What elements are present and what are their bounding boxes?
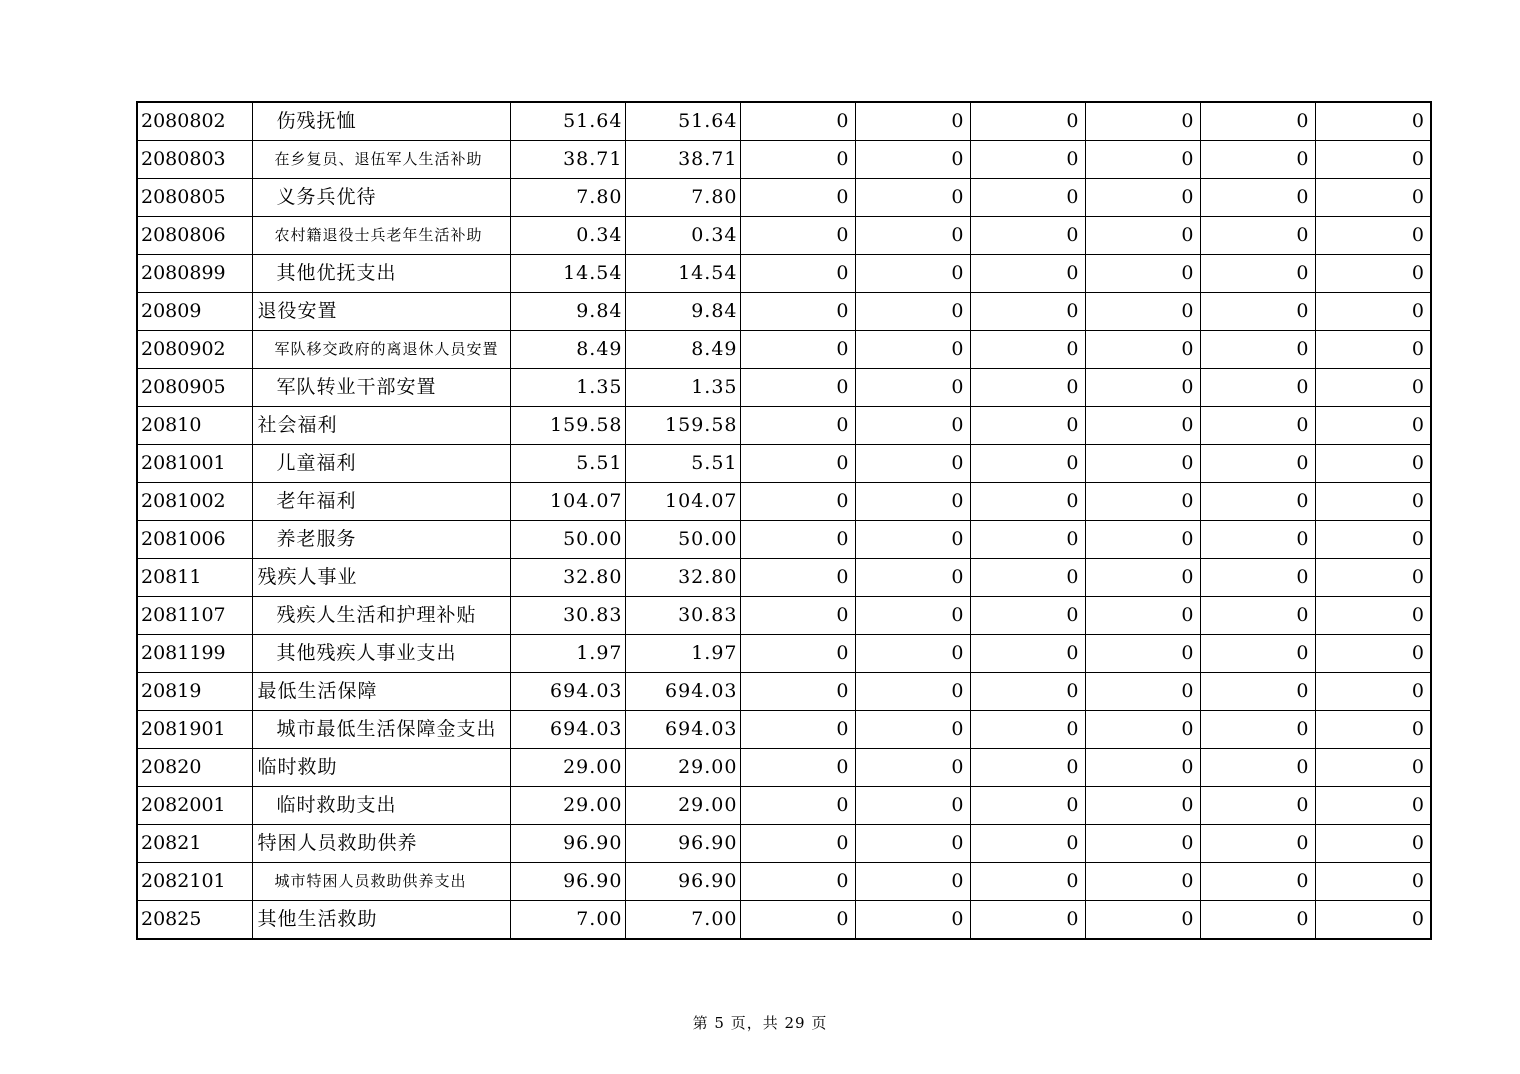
amount-zero-cell: 0 — [1200, 179, 1315, 217]
amount-general-budget-cell: 1.35 — [625, 369, 740, 407]
amount-total-cell: 0.34 — [510, 217, 625, 255]
amount-zero-cell: 0 — [1315, 711, 1431, 749]
amount-zero-cell: 0 — [1085, 521, 1200, 559]
amount-total-cell: 14.54 — [510, 255, 625, 293]
account-name-cell: 残疾人生活和护理补贴 — [252, 597, 510, 635]
amount-general-budget-cell: 14.54 — [625, 255, 740, 293]
table-row — [137, 141, 1431, 179]
table-row — [137, 673, 1431, 711]
amount-zero-cell: 0 — [855, 445, 970, 483]
amount-zero-cell: 0 — [740, 293, 855, 331]
amount-general-budget-cell: 1.97 — [625, 635, 740, 673]
table-row — [137, 293, 1431, 331]
amount-zero-cell: 0 — [1315, 141, 1431, 179]
table-row — [137, 711, 1431, 749]
amount-zero-cell: 0 — [855, 711, 970, 749]
amount-zero-cell: 0 — [1085, 635, 1200, 673]
account-code-cell: 2081006 — [137, 521, 252, 559]
amount-zero-cell: 0 — [740, 749, 855, 787]
amount-zero-cell: 0 — [1085, 179, 1200, 217]
amount-zero-cell: 0 — [1200, 635, 1315, 673]
amount-zero-cell: 0 — [1315, 673, 1431, 711]
amount-zero-cell: 0 — [1200, 445, 1315, 483]
account-code-cell: 2080902 — [137, 331, 252, 369]
account-code-cell: 20821 — [137, 825, 252, 863]
amount-zero-cell: 0 — [970, 483, 1085, 521]
table-row — [137, 445, 1431, 483]
account-name-cell: 军队移交政府的离退休人员安置 — [252, 331, 510, 369]
amount-zero-cell: 0 — [1200, 102, 1315, 141]
account-name-cell: 最低生活保障 — [252, 673, 510, 711]
table-row — [137, 179, 1431, 217]
table-row — [137, 255, 1431, 293]
amount-zero-cell: 0 — [855, 179, 970, 217]
amount-zero-cell: 0 — [1085, 369, 1200, 407]
amount-general-budget-cell: 694.03 — [625, 711, 740, 749]
account-name-cell: 社会福利 — [252, 407, 510, 445]
amount-zero-cell: 0 — [1085, 825, 1200, 863]
amount-zero-cell: 0 — [970, 749, 1085, 787]
amount-zero-cell: 0 — [1200, 863, 1315, 901]
amount-zero-cell: 0 — [855, 369, 970, 407]
account-name-cell: 残疾人事业 — [252, 559, 510, 597]
amount-zero-cell: 0 — [1315, 407, 1431, 445]
amount-total-cell: 29.00 — [510, 787, 625, 825]
amount-zero-cell: 0 — [855, 483, 970, 521]
amount-zero-cell: 0 — [1200, 673, 1315, 711]
amount-zero-cell: 0 — [1085, 673, 1200, 711]
amount-zero-cell: 0 — [1315, 635, 1431, 673]
amount-total-cell: 159.58 — [510, 407, 625, 445]
amount-general-budget-cell: 9.84 — [625, 293, 740, 331]
amount-zero-cell: 0 — [1315, 749, 1431, 787]
amount-general-budget-cell: 29.00 — [625, 787, 740, 825]
amount-zero-cell: 0 — [740, 825, 855, 863]
amount-general-budget-cell: 5.51 — [625, 445, 740, 483]
amount-zero-cell: 0 — [1085, 787, 1200, 825]
amount-general-budget-cell: 30.83 — [625, 597, 740, 635]
account-code-cell: 2080803 — [137, 141, 252, 179]
amount-total-cell: 694.03 — [510, 673, 625, 711]
amount-zero-cell: 0 — [740, 597, 855, 635]
amount-zero-cell: 0 — [970, 217, 1085, 255]
amount-zero-cell: 0 — [855, 102, 970, 141]
amount-zero-cell: 0 — [1315, 901, 1431, 940]
amount-zero-cell: 0 — [740, 369, 855, 407]
amount-zero-cell: 0 — [740, 445, 855, 483]
account-name-cell: 临时救助支出 — [252, 787, 510, 825]
amount-zero-cell: 0 — [740, 255, 855, 293]
amount-zero-cell: 0 — [1085, 141, 1200, 179]
amount-general-budget-cell: 8.49 — [625, 331, 740, 369]
amount-zero-cell: 0 — [970, 255, 1085, 293]
amount-zero-cell: 0 — [855, 787, 970, 825]
amount-zero-cell: 0 — [970, 863, 1085, 901]
amount-general-budget-cell: 96.90 — [625, 825, 740, 863]
account-name-cell: 临时救助 — [252, 749, 510, 787]
table-row — [137, 331, 1431, 369]
amount-zero-cell: 0 — [740, 331, 855, 369]
amount-zero-cell: 0 — [1085, 597, 1200, 635]
amount-zero-cell: 0 — [1200, 597, 1315, 635]
amount-zero-cell: 0 — [740, 217, 855, 255]
table-row — [137, 521, 1431, 559]
amount-zero-cell: 0 — [1200, 559, 1315, 597]
amount-zero-cell: 0 — [855, 559, 970, 597]
table-row — [137, 407, 1431, 445]
amount-zero-cell: 0 — [1315, 787, 1431, 825]
table-row — [137, 369, 1431, 407]
amount-zero-cell: 0 — [1085, 217, 1200, 255]
amount-general-budget-cell: 51.64 — [625, 102, 740, 141]
amount-zero-cell: 0 — [1315, 521, 1431, 559]
account-code-cell: 2080805 — [137, 179, 252, 217]
amount-zero-cell: 0 — [1200, 521, 1315, 559]
amount-total-cell: 38.71 — [510, 141, 625, 179]
account-code-cell: 2082101 — [137, 863, 252, 901]
amount-zero-cell: 0 — [1200, 901, 1315, 940]
amount-zero-cell: 0 — [970, 293, 1085, 331]
account-code-cell: 20811 — [137, 559, 252, 597]
page-number-footer: 第 5 页，共 29 页 — [692, 1014, 828, 1032]
amount-zero-cell: 0 — [1315, 825, 1431, 863]
amount-zero-cell: 0 — [855, 407, 970, 445]
amount-zero-cell: 0 — [1315, 559, 1431, 597]
account-code-cell: 2081107 — [137, 597, 252, 635]
amount-total-cell: 9.84 — [510, 293, 625, 331]
amount-zero-cell: 0 — [1085, 749, 1200, 787]
budget-table — [136, 101, 1432, 940]
amount-zero-cell: 0 — [855, 141, 970, 179]
amount-zero-cell: 0 — [740, 711, 855, 749]
amount-zero-cell: 0 — [1315, 331, 1431, 369]
amount-zero-cell: 0 — [970, 635, 1085, 673]
amount-zero-cell: 0 — [1315, 445, 1431, 483]
amount-zero-cell: 0 — [970, 521, 1085, 559]
account-name-cell: 在乡复员、退伍军人生活补助 — [252, 141, 510, 179]
amount-zero-cell: 0 — [740, 901, 855, 940]
account-name-cell: 其他优抚支出 — [252, 255, 510, 293]
table-row — [137, 787, 1431, 825]
account-name-cell: 军队转业干部安置 — [252, 369, 510, 407]
amount-general-budget-cell: 38.71 — [625, 141, 740, 179]
amount-zero-cell: 0 — [740, 141, 855, 179]
account-name-cell: 其他生活救助 — [252, 901, 510, 940]
amount-zero-cell: 0 — [970, 331, 1085, 369]
account-code-cell: 2080905 — [137, 369, 252, 407]
account-code-cell: 2082001 — [137, 787, 252, 825]
amount-zero-cell: 0 — [970, 102, 1085, 141]
account-code-cell: 20810 — [137, 407, 252, 445]
amount-zero-cell: 0 — [855, 293, 970, 331]
amount-zero-cell: 0 — [1315, 369, 1431, 407]
amount-zero-cell: 0 — [740, 559, 855, 597]
amount-zero-cell: 0 — [970, 787, 1085, 825]
amount-zero-cell: 0 — [1315, 255, 1431, 293]
amount-zero-cell: 0 — [1200, 331, 1315, 369]
amount-zero-cell: 0 — [1085, 863, 1200, 901]
amount-zero-cell: 0 — [740, 521, 855, 559]
account-name-cell: 其他残疾人事业支出 — [252, 635, 510, 673]
amount-zero-cell: 0 — [1315, 217, 1431, 255]
account-code-cell: 2080899 — [137, 255, 252, 293]
amount-zero-cell: 0 — [1315, 102, 1431, 141]
account-name-cell: 养老服务 — [252, 521, 510, 559]
amount-zero-cell: 0 — [855, 749, 970, 787]
amount-zero-cell: 0 — [970, 407, 1085, 445]
account-code-cell: 20825 — [137, 901, 252, 940]
amount-zero-cell: 0 — [855, 331, 970, 369]
amount-zero-cell: 0 — [1085, 901, 1200, 940]
amount-total-cell: 104.07 — [510, 483, 625, 521]
account-code-cell: 2081901 — [137, 711, 252, 749]
amount-total-cell: 7.00 — [510, 901, 625, 940]
amount-zero-cell: 0 — [1200, 293, 1315, 331]
amount-zero-cell: 0 — [1200, 787, 1315, 825]
amount-total-cell: 1.35 — [510, 369, 625, 407]
amount-general-budget-cell: 694.03 — [625, 673, 740, 711]
amount-total-cell: 50.00 — [510, 521, 625, 559]
amount-zero-cell: 0 — [1085, 102, 1200, 141]
amount-general-budget-cell: 32.80 — [625, 559, 740, 597]
amount-total-cell: 7.80 — [510, 179, 625, 217]
amount-zero-cell: 0 — [1315, 293, 1431, 331]
table-row — [137, 825, 1431, 863]
account-code-cell: 2080802 — [137, 102, 252, 141]
amount-zero-cell: 0 — [855, 825, 970, 863]
amount-total-cell: 8.49 — [510, 331, 625, 369]
amount-zero-cell: 0 — [1085, 559, 1200, 597]
amount-zero-cell: 0 — [1085, 293, 1200, 331]
amount-zero-cell: 0 — [740, 787, 855, 825]
amount-total-cell: 51.64 — [510, 102, 625, 141]
amount-zero-cell: 0 — [1200, 407, 1315, 445]
amount-general-budget-cell: 7.00 — [625, 901, 740, 940]
amount-zero-cell: 0 — [855, 635, 970, 673]
amount-zero-cell: 0 — [855, 673, 970, 711]
table-row — [137, 483, 1431, 521]
amount-general-budget-cell: 50.00 — [625, 521, 740, 559]
account-name-cell: 城市特困人员救助供养支出 — [252, 863, 510, 901]
amount-total-cell: 96.90 — [510, 825, 625, 863]
table-body — [137, 102, 1431, 939]
amount-zero-cell: 0 — [1315, 483, 1431, 521]
amount-zero-cell: 0 — [1085, 407, 1200, 445]
amount-general-budget-cell: 159.58 — [625, 407, 740, 445]
account-name-cell: 老年福利 — [252, 483, 510, 521]
amount-zero-cell: 0 — [970, 369, 1085, 407]
amount-zero-cell: 0 — [855, 863, 970, 901]
account-name-cell: 特困人员救助供养 — [252, 825, 510, 863]
amount-zero-cell: 0 — [1085, 711, 1200, 749]
amount-zero-cell: 0 — [970, 901, 1085, 940]
amount-general-budget-cell: 0.34 — [625, 217, 740, 255]
amount-zero-cell: 0 — [740, 863, 855, 901]
amount-zero-cell: 0 — [1200, 141, 1315, 179]
table-row — [137, 102, 1431, 141]
amount-general-budget-cell: 104.07 — [625, 483, 740, 521]
amount-general-budget-cell: 7.80 — [625, 179, 740, 217]
amount-zero-cell: 0 — [970, 559, 1085, 597]
table-row — [137, 217, 1431, 255]
table-row — [137, 635, 1431, 673]
amount-zero-cell: 0 — [1085, 483, 1200, 521]
account-name-cell: 农村籍退役士兵老年生活补助 — [252, 217, 510, 255]
amount-zero-cell: 0 — [855, 255, 970, 293]
amount-zero-cell: 0 — [740, 483, 855, 521]
amount-zero-cell: 0 — [855, 521, 970, 559]
amount-zero-cell: 0 — [970, 597, 1085, 635]
account-code-cell: 2081001 — [137, 445, 252, 483]
amount-zero-cell: 0 — [1315, 179, 1431, 217]
account-name-cell: 城市最低生活保障金支出 — [252, 711, 510, 749]
amount-zero-cell: 0 — [1200, 217, 1315, 255]
amount-zero-cell: 0 — [1315, 863, 1431, 901]
table-row — [137, 597, 1431, 635]
account-name-cell: 退役安置 — [252, 293, 510, 331]
amount-zero-cell: 0 — [740, 179, 855, 217]
amount-general-budget-cell: 96.90 — [625, 863, 740, 901]
account-name-cell: 义务兵优待 — [252, 179, 510, 217]
amount-zero-cell: 0 — [970, 141, 1085, 179]
amount-zero-cell: 0 — [970, 825, 1085, 863]
amount-zero-cell: 0 — [855, 901, 970, 940]
amount-total-cell: 32.80 — [510, 559, 625, 597]
amount-total-cell: 5.51 — [510, 445, 625, 483]
account-code-cell: 20819 — [137, 673, 252, 711]
amount-zero-cell: 0 — [1200, 255, 1315, 293]
amount-zero-cell: 0 — [740, 407, 855, 445]
amount-zero-cell: 0 — [1085, 331, 1200, 369]
amount-zero-cell: 0 — [855, 597, 970, 635]
amount-zero-cell: 0 — [740, 102, 855, 141]
amount-zero-cell: 0 — [1200, 711, 1315, 749]
amount-general-budget-cell: 29.00 — [625, 749, 740, 787]
amount-zero-cell: 0 — [1200, 483, 1315, 521]
amount-total-cell: 694.03 — [510, 711, 625, 749]
amount-zero-cell: 0 — [970, 711, 1085, 749]
amount-zero-cell: 0 — [970, 445, 1085, 483]
account-code-cell: 20820 — [137, 749, 252, 787]
account-code-cell: 2080806 — [137, 217, 252, 255]
amount-total-cell: 30.83 — [510, 597, 625, 635]
account-code-cell: 20809 — [137, 293, 252, 331]
amount-total-cell: 29.00 — [510, 749, 625, 787]
account-code-cell: 2081002 — [137, 483, 252, 521]
amount-zero-cell: 0 — [1085, 445, 1200, 483]
amount-zero-cell: 0 — [740, 635, 855, 673]
amount-zero-cell: 0 — [740, 673, 855, 711]
table-row — [137, 901, 1431, 940]
amount-zero-cell: 0 — [1200, 749, 1315, 787]
amount-total-cell: 1.97 — [510, 635, 625, 673]
amount-zero-cell: 0 — [855, 217, 970, 255]
amount-total-cell: 96.90 — [510, 863, 625, 901]
amount-zero-cell: 0 — [970, 179, 1085, 217]
account-name-cell: 伤残抚恤 — [252, 102, 510, 141]
amount-zero-cell: 0 — [1200, 825, 1315, 863]
table-row — [137, 559, 1431, 597]
table-row — [137, 863, 1431, 901]
amount-zero-cell: 0 — [970, 673, 1085, 711]
amount-zero-cell: 0 — [1200, 369, 1315, 407]
account-code-cell: 2081199 — [137, 635, 252, 673]
amount-zero-cell: 0 — [1085, 255, 1200, 293]
amount-zero-cell: 0 — [1315, 597, 1431, 635]
table-row — [137, 749, 1431, 787]
account-name-cell: 儿童福利 — [252, 445, 510, 483]
